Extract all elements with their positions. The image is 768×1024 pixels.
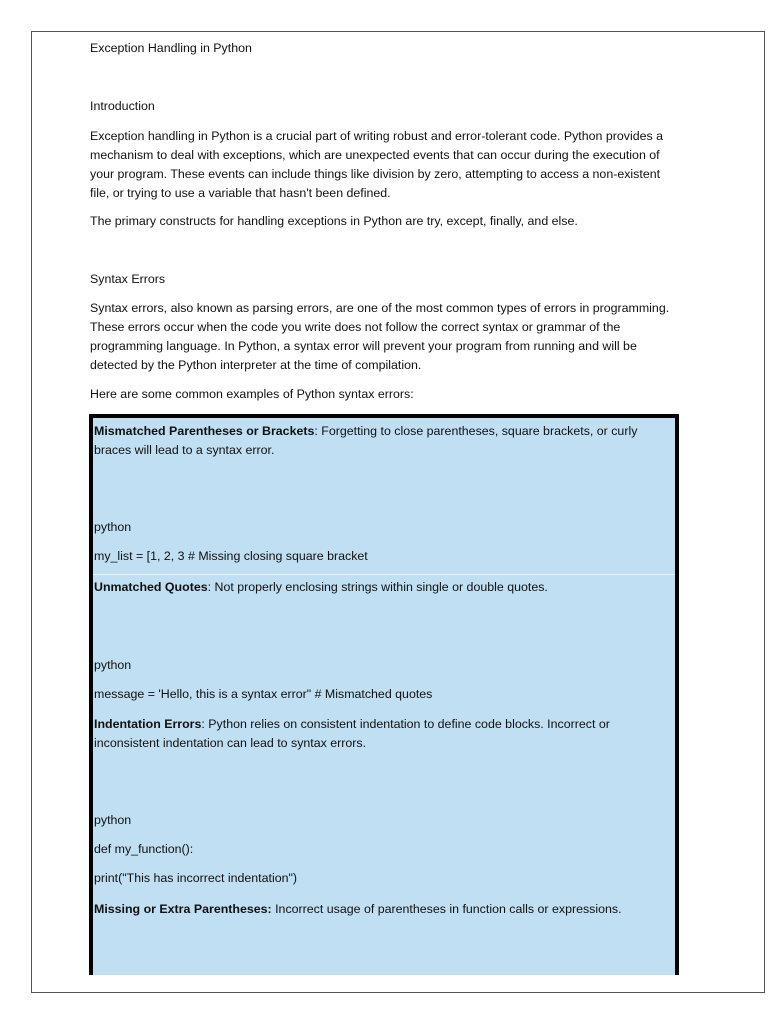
syntax-errors-paragraph: Syntax errors, also known as parsing errors, are one of the most common types of errors in programming. These errors occur when the code you write does not follow the correct syntax or grammar of the programming language. In Python, a syntax error will prevent your program from running and will be detected by the Python interpreter at the time of compilation. (90, 301, 670, 372)
example-description: Unmatched Quotes: Not properly enclosing strings within single or double quotes. (94, 580, 548, 594)
examples-table (89, 414, 679, 975)
code-line: def my_function(): (94, 842, 194, 856)
row-divider (93, 574, 675, 575)
example-term: Missing or Extra Parentheses: (94, 902, 272, 916)
syntax-errors-heading: Syntax Errors (90, 272, 166, 286)
examples-intro: Here are some common examples of Python syntax errors: (90, 387, 414, 401)
code-language-label: python (94, 520, 132, 534)
intro-heading: Introduction (90, 99, 155, 113)
example-term: Indentation Errors (94, 717, 202, 731)
code-line: my_list = [1, 2, 3 # Missing closing square bracket (94, 549, 368, 563)
intro-paragraph-2: The primary constructs for handling exceptions in Python are try, except, finally, and else. (90, 214, 578, 228)
example-description: Indentation Errors: Python relies on consistent indentation to define code blocks. Incorrect or inconsistent indentation can lead to syntax errors. (94, 717, 610, 750)
example-description: Missing or Extra Parentheses: Incorrect usage of parentheses in function calls or expressions. (94, 902, 622, 916)
code-line: print("This has incorrect indentation") (94, 871, 298, 885)
code-language-label: python (94, 658, 132, 672)
document-title: Exception Handling in Python (90, 41, 252, 55)
code-line: message = 'Hello, this is a syntax error" # Mismatched quotes (94, 687, 433, 701)
code-language-label: python (94, 813, 132, 827)
example-description: Mismatched Parentheses or Brackets: Forgetting to close parentheses, square brackets, or curly braces will lead to a syntax error. (94, 424, 638, 457)
example-term: Mismatched Parentheses or Brackets (94, 424, 315, 438)
intro-paragraph: Exception handling in Python is a crucial part of writing robust and error-tolerant code. Python provides a mechanism to deal with exceptions, which are unexpected events that can occur during the execution of your program. These events can include things like division by zero, attempting to access a non-existent file, or trying to use a variable that hasn't been defined. (90, 129, 664, 200)
example-term: Unmatched Quotes (94, 580, 208, 594)
